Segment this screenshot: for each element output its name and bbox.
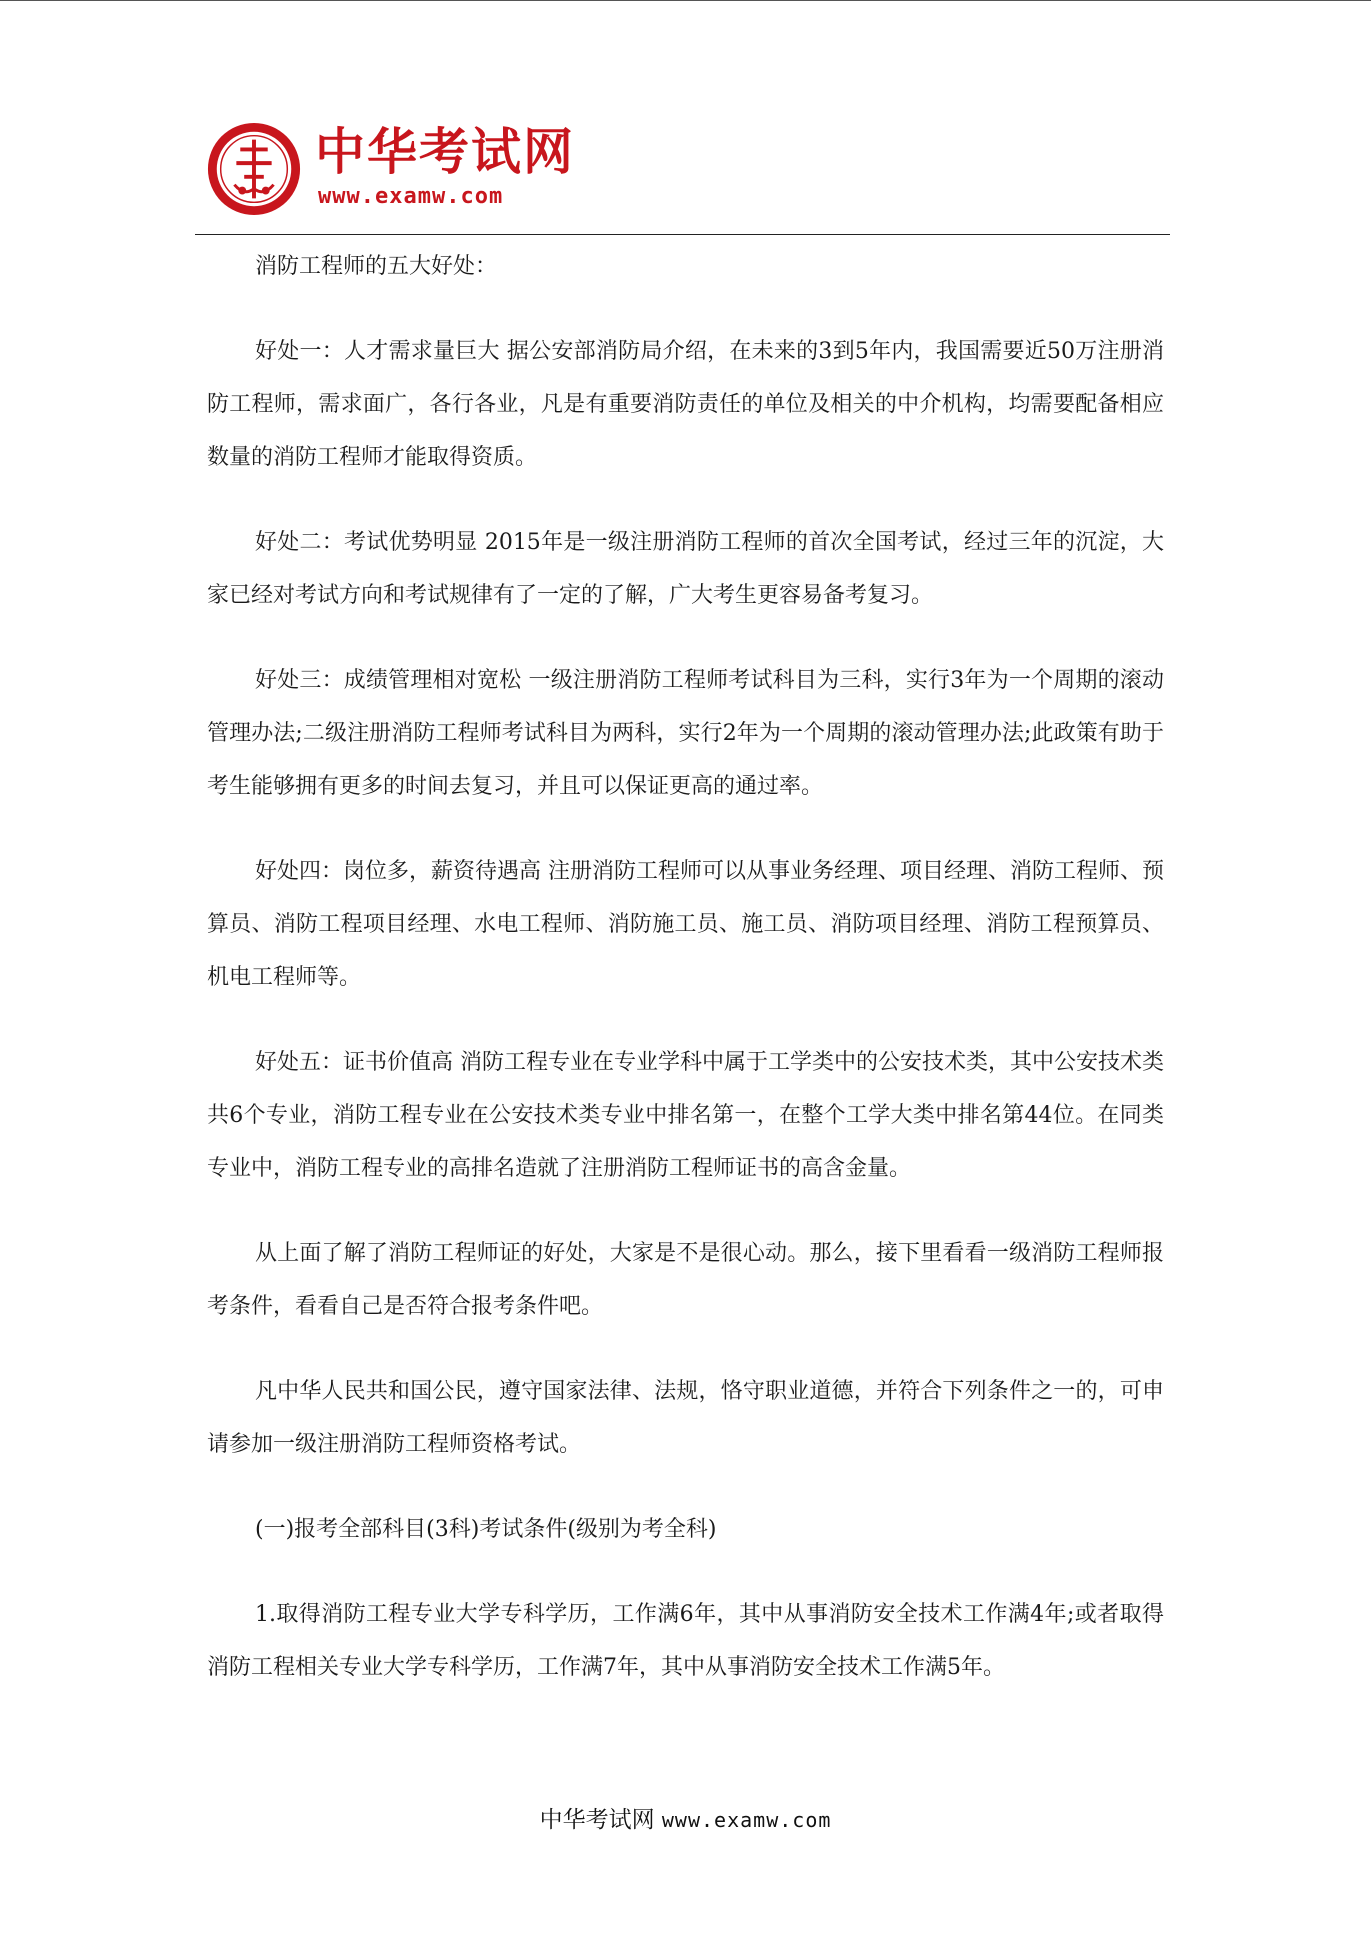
- paragraph-benefit-4: 好处四：岗位多，薪资待遇高 注册消防工程师可以从事业务经理、项目经理、消防工程师、预算员、消防工程项目经理、水电工程师、消防施工员、施工员、消防项目经理、消防工程预算员、机电工程师等。: [207, 859, 1164, 990]
- logo-url[interactable]: www.examw.com: [318, 184, 504, 209]
- paragraph-benefit-5: 好处五：证书价值高 消防工程专业在专业学科中属于工学类中的公安技术类，其中公安技术类共6个专业，消防工程专业在公安技术类专业中排名第一，在整个工学大类中排名第44位。在同类专业中，消防工程专业的高排名造就了注册消防工程师证书的高含金量。: [207, 1050, 1164, 1181]
- paragraph-condition-1: 1.取得消防工程专业大学专科学历，工作满6年，其中从事消防安全技术工作满4年;或者取得消防工程相关专业大学专科学历，工作满7年，其中从事消防安全技术工作满5年。: [207, 1602, 1164, 1680]
- paragraph-benefit-1: 好处一：人才需求量巨大 据公安部消防局介绍，在未来的3到5年内，我国需要近50万注册消防工程师，需求面广，各行各业，凡是有重要消防责任的单位及相关的中介机构，均需要配备相应数量的消防工程师才能取得资质。: [207, 339, 1164, 470]
- page-top-border: [0, 0, 1371, 1]
- article-heading: 消防工程师的五大好处：: [255, 254, 498, 279]
- page-footer: [0, 1805, 1371, 1835]
- paragraph-transition: 从上面了解了消防工程师证的好处，大家是不是很心动。那么，接下里看看一级消防工程师报考条件，看看自己是否符合报考条件吧。: [207, 1241, 1164, 1319]
- footer-site-url[interactable]: www.examw.com: [661, 1808, 832, 1832]
- paragraph-benefit-3: 好处三：成绩管理相对宽松 一级注册消防工程师考试科目为三科，实行3年为一个周期的滚动管理办法;二级注册消防工程师考试科目为两科，实行2年为一个周期的滚动管理办法;此政策有助于考生能够拥有更多的时间去复习，并且可以保证更高的通过率。: [207, 668, 1164, 799]
- header-divider: [195, 234, 1170, 235]
- paragraph-eligibility: 凡中华人民共和国公民，遵守国家法律、法规，恪守职业道德，并符合下列条件之一的，可申请参加一级注册消防工程师资格考试。: [207, 1379, 1164, 1457]
- page-header: [205, 118, 1175, 236]
- examw-logo-icon: [205, 120, 303, 218]
- paragraph-benefit-2: 好处二：考试优势明显 2015年是一级注册消防工程师的首次全国考试，经过三年的沉淀，大家已经对考试方向和考试规律有了一定的了解，广大考生更容易备考复习。: [207, 530, 1164, 608]
- logo-title: 中华考试网: [315, 123, 575, 181]
- article-body: [207, 240, 1164, 1726]
- footer-site-name: 中华考试网: [539, 1807, 655, 1833]
- section-heading-full-subjects: (一)报考全部科目(3科)考试条件(级别为考全科): [255, 1517, 717, 1542]
